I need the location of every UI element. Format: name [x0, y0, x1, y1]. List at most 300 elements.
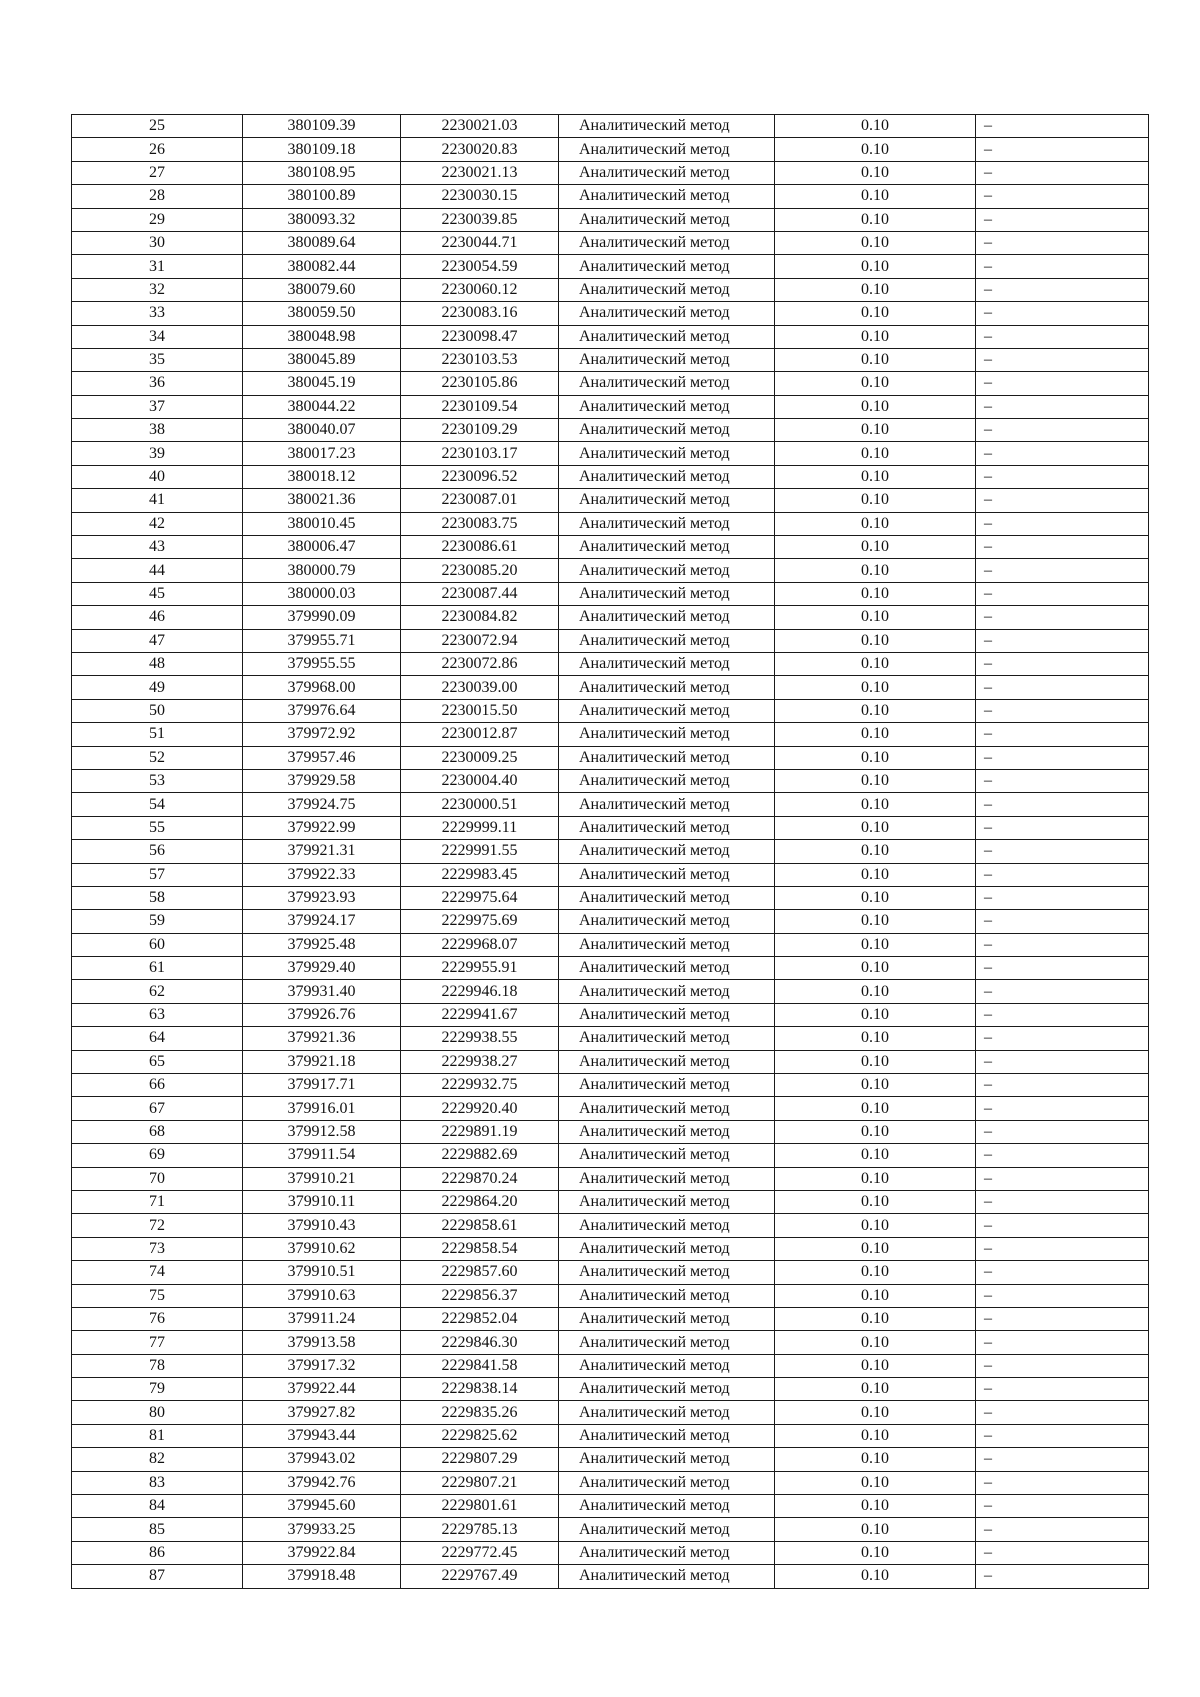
x-coordinate-cell: 380082.44 — [243, 255, 401, 278]
method-cell: Аналитический метод — [559, 1518, 775, 1541]
accuracy-cell: 0.10 — [775, 419, 976, 442]
y-coordinate-cell: 2229975.64 — [401, 886, 559, 909]
table-row — [72, 372, 1149, 395]
accuracy-cell: 0.10 — [775, 255, 976, 278]
accuracy-cell: 0.10 — [775, 325, 976, 348]
point-number-cell: 65 — [72, 1050, 243, 1073]
method-cell: Аналитический метод — [559, 115, 775, 138]
point-number-cell: 44 — [72, 559, 243, 582]
method-cell: Аналитический метод — [559, 302, 775, 325]
y-coordinate-cell: 2230103.17 — [401, 442, 559, 465]
x-coordinate-cell: 380040.07 — [243, 419, 401, 442]
table-row — [72, 1167, 1149, 1190]
method-cell: Аналитический метод — [559, 1424, 775, 1447]
table-row — [72, 816, 1149, 839]
y-coordinate-cell: 2229807.29 — [401, 1448, 559, 1471]
y-coordinate-cell: 2230012.87 — [401, 723, 559, 746]
table-row — [72, 723, 1149, 746]
point-number-cell: 31 — [72, 255, 243, 278]
table-row — [72, 1541, 1149, 1564]
note-cell: – — [976, 348, 1149, 371]
note-cell: – — [976, 1027, 1149, 1050]
point-number-cell: 28 — [72, 185, 243, 208]
accuracy-cell: 0.10 — [775, 372, 976, 395]
note-cell: – — [976, 1237, 1149, 1260]
point-number-cell: 70 — [72, 1167, 243, 1190]
point-number-cell: 66 — [72, 1074, 243, 1097]
note-cell: – — [976, 1167, 1149, 1190]
y-coordinate-cell: 2229856.37 — [401, 1284, 559, 1307]
point-number-cell: 29 — [72, 208, 243, 231]
y-coordinate-cell: 2230004.40 — [401, 769, 559, 792]
table-row — [72, 1354, 1149, 1377]
x-coordinate-cell: 379917.71 — [243, 1074, 401, 1097]
y-coordinate-cell: 2229767.49 — [401, 1565, 559, 1588]
accuracy-cell: 0.10 — [775, 1354, 976, 1377]
method-cell: Аналитический метод — [559, 208, 775, 231]
table-row — [72, 255, 1149, 278]
accuracy-cell: 0.10 — [775, 1003, 976, 1026]
table-row — [72, 559, 1149, 582]
point-number-cell: 45 — [72, 582, 243, 605]
note-cell: – — [976, 302, 1149, 325]
method-cell: Аналитический метод — [559, 1354, 775, 1377]
note-cell: – — [976, 1424, 1149, 1447]
point-number-cell: 55 — [72, 816, 243, 839]
x-coordinate-cell: 379933.25 — [243, 1518, 401, 1541]
accuracy-cell: 0.10 — [775, 933, 976, 956]
table-row — [72, 980, 1149, 1003]
point-number-cell: 62 — [72, 980, 243, 1003]
accuracy-cell: 0.10 — [775, 559, 976, 582]
x-coordinate-cell: 379924.75 — [243, 793, 401, 816]
point-number-cell: 32 — [72, 278, 243, 301]
accuracy-cell: 0.10 — [775, 606, 976, 629]
table-row — [72, 231, 1149, 254]
note-cell: – — [976, 863, 1149, 886]
y-coordinate-cell: 2230015.50 — [401, 699, 559, 722]
accuracy-cell: 0.10 — [775, 536, 976, 559]
y-coordinate-cell: 2229999.11 — [401, 816, 559, 839]
y-coordinate-cell: 2230021.13 — [401, 161, 559, 184]
note-cell: – — [976, 325, 1149, 348]
x-coordinate-cell: 380000.03 — [243, 582, 401, 605]
accuracy-cell: 0.10 — [775, 816, 976, 839]
note-cell: – — [976, 1565, 1149, 1588]
x-coordinate-cell: 379990.09 — [243, 606, 401, 629]
point-number-cell: 77 — [72, 1331, 243, 1354]
y-coordinate-cell: 2229858.61 — [401, 1214, 559, 1237]
y-coordinate-cell: 2230072.94 — [401, 629, 559, 652]
y-coordinate-cell: 2229857.60 — [401, 1261, 559, 1284]
table-row — [72, 208, 1149, 231]
note-cell: – — [976, 816, 1149, 839]
table-row — [72, 1448, 1149, 1471]
note-cell: – — [976, 746, 1149, 769]
table-row — [72, 793, 1149, 816]
table-row — [72, 1003, 1149, 1026]
point-number-cell: 41 — [72, 489, 243, 512]
point-number-cell: 51 — [72, 723, 243, 746]
table-row — [72, 325, 1149, 348]
point-number-cell: 63 — [72, 1003, 243, 1026]
x-coordinate-cell: 379945.60 — [243, 1495, 401, 1518]
note-cell: – — [976, 1097, 1149, 1120]
point-number-cell: 54 — [72, 793, 243, 816]
method-cell: Аналитический метод — [559, 419, 775, 442]
method-cell: Аналитический метод — [559, 910, 775, 933]
x-coordinate-cell: 379927.82 — [243, 1401, 401, 1424]
y-coordinate-cell: 2229983.45 — [401, 863, 559, 886]
x-coordinate-cell: 379972.92 — [243, 723, 401, 746]
y-coordinate-cell: 2230021.03 — [401, 115, 559, 138]
x-coordinate-cell: 379921.31 — [243, 840, 401, 863]
table-row — [72, 1378, 1149, 1401]
method-cell: Аналитический метод — [559, 325, 775, 348]
y-coordinate-cell: 2230000.51 — [401, 793, 559, 816]
method-cell: Аналитический метод — [559, 957, 775, 980]
table-row — [72, 1050, 1149, 1073]
note-cell: – — [976, 1354, 1149, 1377]
y-coordinate-cell: 2229801.61 — [401, 1495, 559, 1518]
y-coordinate-cell: 2229841.58 — [401, 1354, 559, 1377]
note-cell: – — [976, 1331, 1149, 1354]
x-coordinate-cell: 379929.58 — [243, 769, 401, 792]
note-cell: – — [976, 278, 1149, 301]
point-number-cell: 81 — [72, 1424, 243, 1447]
note-cell: – — [976, 1074, 1149, 1097]
method-cell: Аналитический метод — [559, 886, 775, 909]
x-coordinate-cell: 380010.45 — [243, 512, 401, 535]
point-number-cell: 37 — [72, 395, 243, 418]
y-coordinate-cell: 2229846.30 — [401, 1331, 559, 1354]
point-number-cell: 43 — [72, 536, 243, 559]
point-number-cell: 33 — [72, 302, 243, 325]
x-coordinate-cell: 379925.48 — [243, 933, 401, 956]
x-coordinate-cell: 380109.39 — [243, 115, 401, 138]
point-number-cell: 74 — [72, 1261, 243, 1284]
point-number-cell: 71 — [72, 1190, 243, 1213]
x-coordinate-cell: 380059.50 — [243, 302, 401, 325]
point-number-cell: 49 — [72, 676, 243, 699]
accuracy-cell: 0.10 — [775, 957, 976, 980]
accuracy-cell: 0.10 — [775, 840, 976, 863]
accuracy-cell: 0.10 — [775, 1167, 976, 1190]
y-coordinate-cell: 2230109.29 — [401, 419, 559, 442]
y-coordinate-cell: 2230105.86 — [401, 372, 559, 395]
table-row — [72, 1518, 1149, 1541]
point-number-cell: 69 — [72, 1144, 243, 1167]
x-coordinate-cell: 379917.32 — [243, 1354, 401, 1377]
method-cell: Аналитический метод — [559, 185, 775, 208]
note-cell: – — [976, 1495, 1149, 1518]
accuracy-cell: 0.10 — [775, 1214, 976, 1237]
point-number-cell: 68 — [72, 1120, 243, 1143]
y-coordinate-cell: 2230083.75 — [401, 512, 559, 535]
y-coordinate-cell: 2230039.85 — [401, 208, 559, 231]
y-coordinate-cell: 2230087.01 — [401, 489, 559, 512]
table-row — [72, 1214, 1149, 1237]
x-coordinate-cell: 379968.00 — [243, 676, 401, 699]
accuracy-cell: 0.10 — [775, 1424, 976, 1447]
method-cell: Аналитический метод — [559, 442, 775, 465]
method-cell: Аналитический метод — [559, 138, 775, 161]
x-coordinate-cell: 379922.99 — [243, 816, 401, 839]
method-cell: Аналитический метод — [559, 652, 775, 675]
y-coordinate-cell: 2229941.67 — [401, 1003, 559, 1026]
y-coordinate-cell: 2230060.12 — [401, 278, 559, 301]
point-number-cell: 85 — [72, 1518, 243, 1541]
accuracy-cell: 0.10 — [775, 489, 976, 512]
point-number-cell: 58 — [72, 886, 243, 909]
x-coordinate-cell: 379931.40 — [243, 980, 401, 1003]
accuracy-cell: 0.10 — [775, 1331, 976, 1354]
x-coordinate-cell: 380000.79 — [243, 559, 401, 582]
accuracy-cell: 0.10 — [775, 278, 976, 301]
x-coordinate-cell: 380021.36 — [243, 489, 401, 512]
accuracy-cell: 0.10 — [775, 1307, 976, 1330]
note-cell: – — [976, 1284, 1149, 1307]
x-coordinate-cell: 379910.11 — [243, 1190, 401, 1213]
method-cell: Аналитический метод — [559, 1074, 775, 1097]
point-number-cell: 47 — [72, 629, 243, 652]
accuracy-cell: 0.10 — [775, 1261, 976, 1284]
y-coordinate-cell: 2230083.16 — [401, 302, 559, 325]
accuracy-cell: 0.10 — [775, 1050, 976, 1073]
point-number-cell: 27 — [72, 161, 243, 184]
note-cell: – — [976, 138, 1149, 161]
accuracy-cell: 0.10 — [775, 512, 976, 535]
y-coordinate-cell: 2230096.52 — [401, 465, 559, 488]
x-coordinate-cell: 379926.76 — [243, 1003, 401, 1026]
y-coordinate-cell: 2229955.91 — [401, 957, 559, 980]
method-cell: Аналитический метод — [559, 723, 775, 746]
method-cell: Аналитический метод — [559, 676, 775, 699]
note-cell: – — [976, 255, 1149, 278]
accuracy-cell: 0.10 — [775, 1144, 976, 1167]
table-row — [72, 840, 1149, 863]
table-row — [72, 1471, 1149, 1494]
note-cell: – — [976, 676, 1149, 699]
note-cell: – — [976, 208, 1149, 231]
table-row — [72, 1307, 1149, 1330]
x-coordinate-cell: 380079.60 — [243, 278, 401, 301]
note-cell: – — [976, 910, 1149, 933]
note-cell: – — [976, 1378, 1149, 1401]
table-row — [72, 957, 1149, 980]
table-row — [72, 676, 1149, 699]
point-number-cell: 35 — [72, 348, 243, 371]
accuracy-cell: 0.10 — [775, 231, 976, 254]
method-cell: Аналитический метод — [559, 746, 775, 769]
note-cell: – — [976, 185, 1149, 208]
accuracy-cell: 0.10 — [775, 115, 976, 138]
method-cell: Аналитический метод — [559, 606, 775, 629]
x-coordinate-cell: 380109.18 — [243, 138, 401, 161]
table-row — [72, 1120, 1149, 1143]
accuracy-cell: 0.10 — [775, 1237, 976, 1260]
y-coordinate-cell: 2229785.13 — [401, 1518, 559, 1541]
note-cell: – — [976, 115, 1149, 138]
table-row — [72, 606, 1149, 629]
point-number-cell: 80 — [72, 1401, 243, 1424]
method-cell: Аналитический метод — [559, 1003, 775, 1026]
x-coordinate-cell: 380017.23 — [243, 442, 401, 465]
table-row — [72, 1565, 1149, 1588]
x-coordinate-cell: 379913.58 — [243, 1331, 401, 1354]
accuracy-cell: 0.10 — [775, 863, 976, 886]
x-coordinate-cell: 380045.89 — [243, 348, 401, 371]
x-coordinate-cell: 379916.01 — [243, 1097, 401, 1120]
point-number-cell: 30 — [72, 231, 243, 254]
table-row — [72, 1424, 1149, 1447]
y-coordinate-cell: 2229870.24 — [401, 1167, 559, 1190]
x-coordinate-cell: 380048.98 — [243, 325, 401, 348]
accuracy-cell: 0.10 — [775, 1074, 976, 1097]
x-coordinate-cell: 379922.84 — [243, 1541, 401, 1564]
y-coordinate-cell: 2229835.26 — [401, 1401, 559, 1424]
accuracy-cell: 0.10 — [775, 138, 976, 161]
y-coordinate-cell: 2230009.25 — [401, 746, 559, 769]
method-cell: Аналитический метод — [559, 489, 775, 512]
method-cell: Аналитический метод — [559, 255, 775, 278]
point-number-cell: 61 — [72, 957, 243, 980]
x-coordinate-cell: 379955.55 — [243, 652, 401, 675]
x-coordinate-cell: 379912.58 — [243, 1120, 401, 1143]
method-cell: Аналитический метод — [559, 1448, 775, 1471]
note-cell: – — [976, 419, 1149, 442]
point-number-cell: 38 — [72, 419, 243, 442]
method-cell: Аналитический метод — [559, 231, 775, 254]
note-cell: – — [976, 1003, 1149, 1026]
note-cell: – — [976, 1190, 1149, 1213]
method-cell: Аналитический метод — [559, 1495, 775, 1518]
y-coordinate-cell: 2229946.18 — [401, 980, 559, 1003]
accuracy-cell: 0.10 — [775, 699, 976, 722]
x-coordinate-cell: 379922.33 — [243, 863, 401, 886]
point-number-cell: 48 — [72, 652, 243, 675]
note-cell: – — [976, 933, 1149, 956]
accuracy-cell: 0.10 — [775, 1401, 976, 1424]
coordinates-table-body — [72, 115, 1149, 1589]
note-cell: – — [976, 1214, 1149, 1237]
x-coordinate-cell: 379911.24 — [243, 1307, 401, 1330]
table-row — [72, 1144, 1149, 1167]
point-number-cell: 40 — [72, 465, 243, 488]
method-cell: Аналитический метод — [559, 793, 775, 816]
method-cell: Аналитический метод — [559, 1378, 775, 1401]
method-cell: Аналитический метод — [559, 1565, 775, 1588]
note-cell: – — [976, 652, 1149, 675]
method-cell: Аналитический метод — [559, 769, 775, 792]
point-number-cell: 34 — [72, 325, 243, 348]
x-coordinate-cell: 379910.62 — [243, 1237, 401, 1260]
x-coordinate-cell: 379957.46 — [243, 746, 401, 769]
accuracy-cell: 0.10 — [775, 465, 976, 488]
method-cell: Аналитический метод — [559, 1167, 775, 1190]
method-cell: Аналитический метод — [559, 629, 775, 652]
x-coordinate-cell: 379918.48 — [243, 1565, 401, 1588]
accuracy-cell: 0.10 — [775, 980, 976, 1003]
table-row — [72, 1237, 1149, 1260]
x-coordinate-cell: 379910.43 — [243, 1214, 401, 1237]
note-cell: – — [976, 769, 1149, 792]
accuracy-cell: 0.10 — [775, 161, 976, 184]
note-cell: – — [976, 606, 1149, 629]
table-row — [72, 138, 1149, 161]
table-row — [72, 1074, 1149, 1097]
point-number-cell: 86 — [72, 1541, 243, 1564]
point-number-cell: 60 — [72, 933, 243, 956]
x-coordinate-cell: 380093.32 — [243, 208, 401, 231]
note-cell: – — [976, 840, 1149, 863]
note-cell: – — [976, 582, 1149, 605]
point-number-cell: 53 — [72, 769, 243, 792]
note-cell: – — [976, 1448, 1149, 1471]
accuracy-cell: 0.10 — [775, 886, 976, 909]
table-row — [72, 536, 1149, 559]
point-number-cell: 67 — [72, 1097, 243, 1120]
x-coordinate-cell: 379922.44 — [243, 1378, 401, 1401]
table-row — [72, 161, 1149, 184]
x-coordinate-cell: 379910.63 — [243, 1284, 401, 1307]
note-cell: – — [976, 957, 1149, 980]
table-row — [72, 769, 1149, 792]
x-coordinate-cell: 379976.64 — [243, 699, 401, 722]
table-row — [72, 465, 1149, 488]
x-coordinate-cell: 380045.19 — [243, 372, 401, 395]
method-cell: Аналитический метод — [559, 1471, 775, 1494]
point-number-cell: 87 — [72, 1565, 243, 1588]
y-coordinate-cell: 2230072.86 — [401, 652, 559, 675]
y-coordinate-cell: 2229882.69 — [401, 1144, 559, 1167]
y-coordinate-cell: 2230054.59 — [401, 255, 559, 278]
table-row — [72, 652, 1149, 675]
accuracy-cell: 0.10 — [775, 1120, 976, 1143]
table-row — [72, 699, 1149, 722]
y-coordinate-cell: 2230098.47 — [401, 325, 559, 348]
table-row — [72, 115, 1149, 138]
x-coordinate-cell: 379911.54 — [243, 1144, 401, 1167]
point-number-cell: 52 — [72, 746, 243, 769]
x-coordinate-cell: 380108.95 — [243, 161, 401, 184]
note-cell: – — [976, 629, 1149, 652]
table-row — [72, 886, 1149, 909]
point-number-cell: 75 — [72, 1284, 243, 1307]
note-cell: – — [976, 372, 1149, 395]
method-cell: Аналитический метод — [559, 863, 775, 886]
method-cell: Аналитический метод — [559, 1214, 775, 1237]
method-cell: Аналитический метод — [559, 1284, 775, 1307]
method-cell: Аналитический метод — [559, 1097, 775, 1120]
method-cell: Аналитический метод — [559, 840, 775, 863]
y-coordinate-cell: 2230044.71 — [401, 231, 559, 254]
note-cell: – — [976, 1401, 1149, 1424]
note-cell: – — [976, 559, 1149, 582]
accuracy-cell: 0.10 — [775, 1565, 976, 1588]
method-cell: Аналитический метод — [559, 1401, 775, 1424]
table-row — [72, 348, 1149, 371]
x-coordinate-cell: 379924.17 — [243, 910, 401, 933]
note-cell: – — [976, 1144, 1149, 1167]
table-row — [72, 278, 1149, 301]
table-row — [72, 933, 1149, 956]
method-cell: Аналитический метод — [559, 1307, 775, 1330]
table-row — [72, 185, 1149, 208]
accuracy-cell: 0.10 — [775, 1284, 976, 1307]
method-cell: Аналитический метод — [559, 465, 775, 488]
method-cell: Аналитический метод — [559, 1190, 775, 1213]
